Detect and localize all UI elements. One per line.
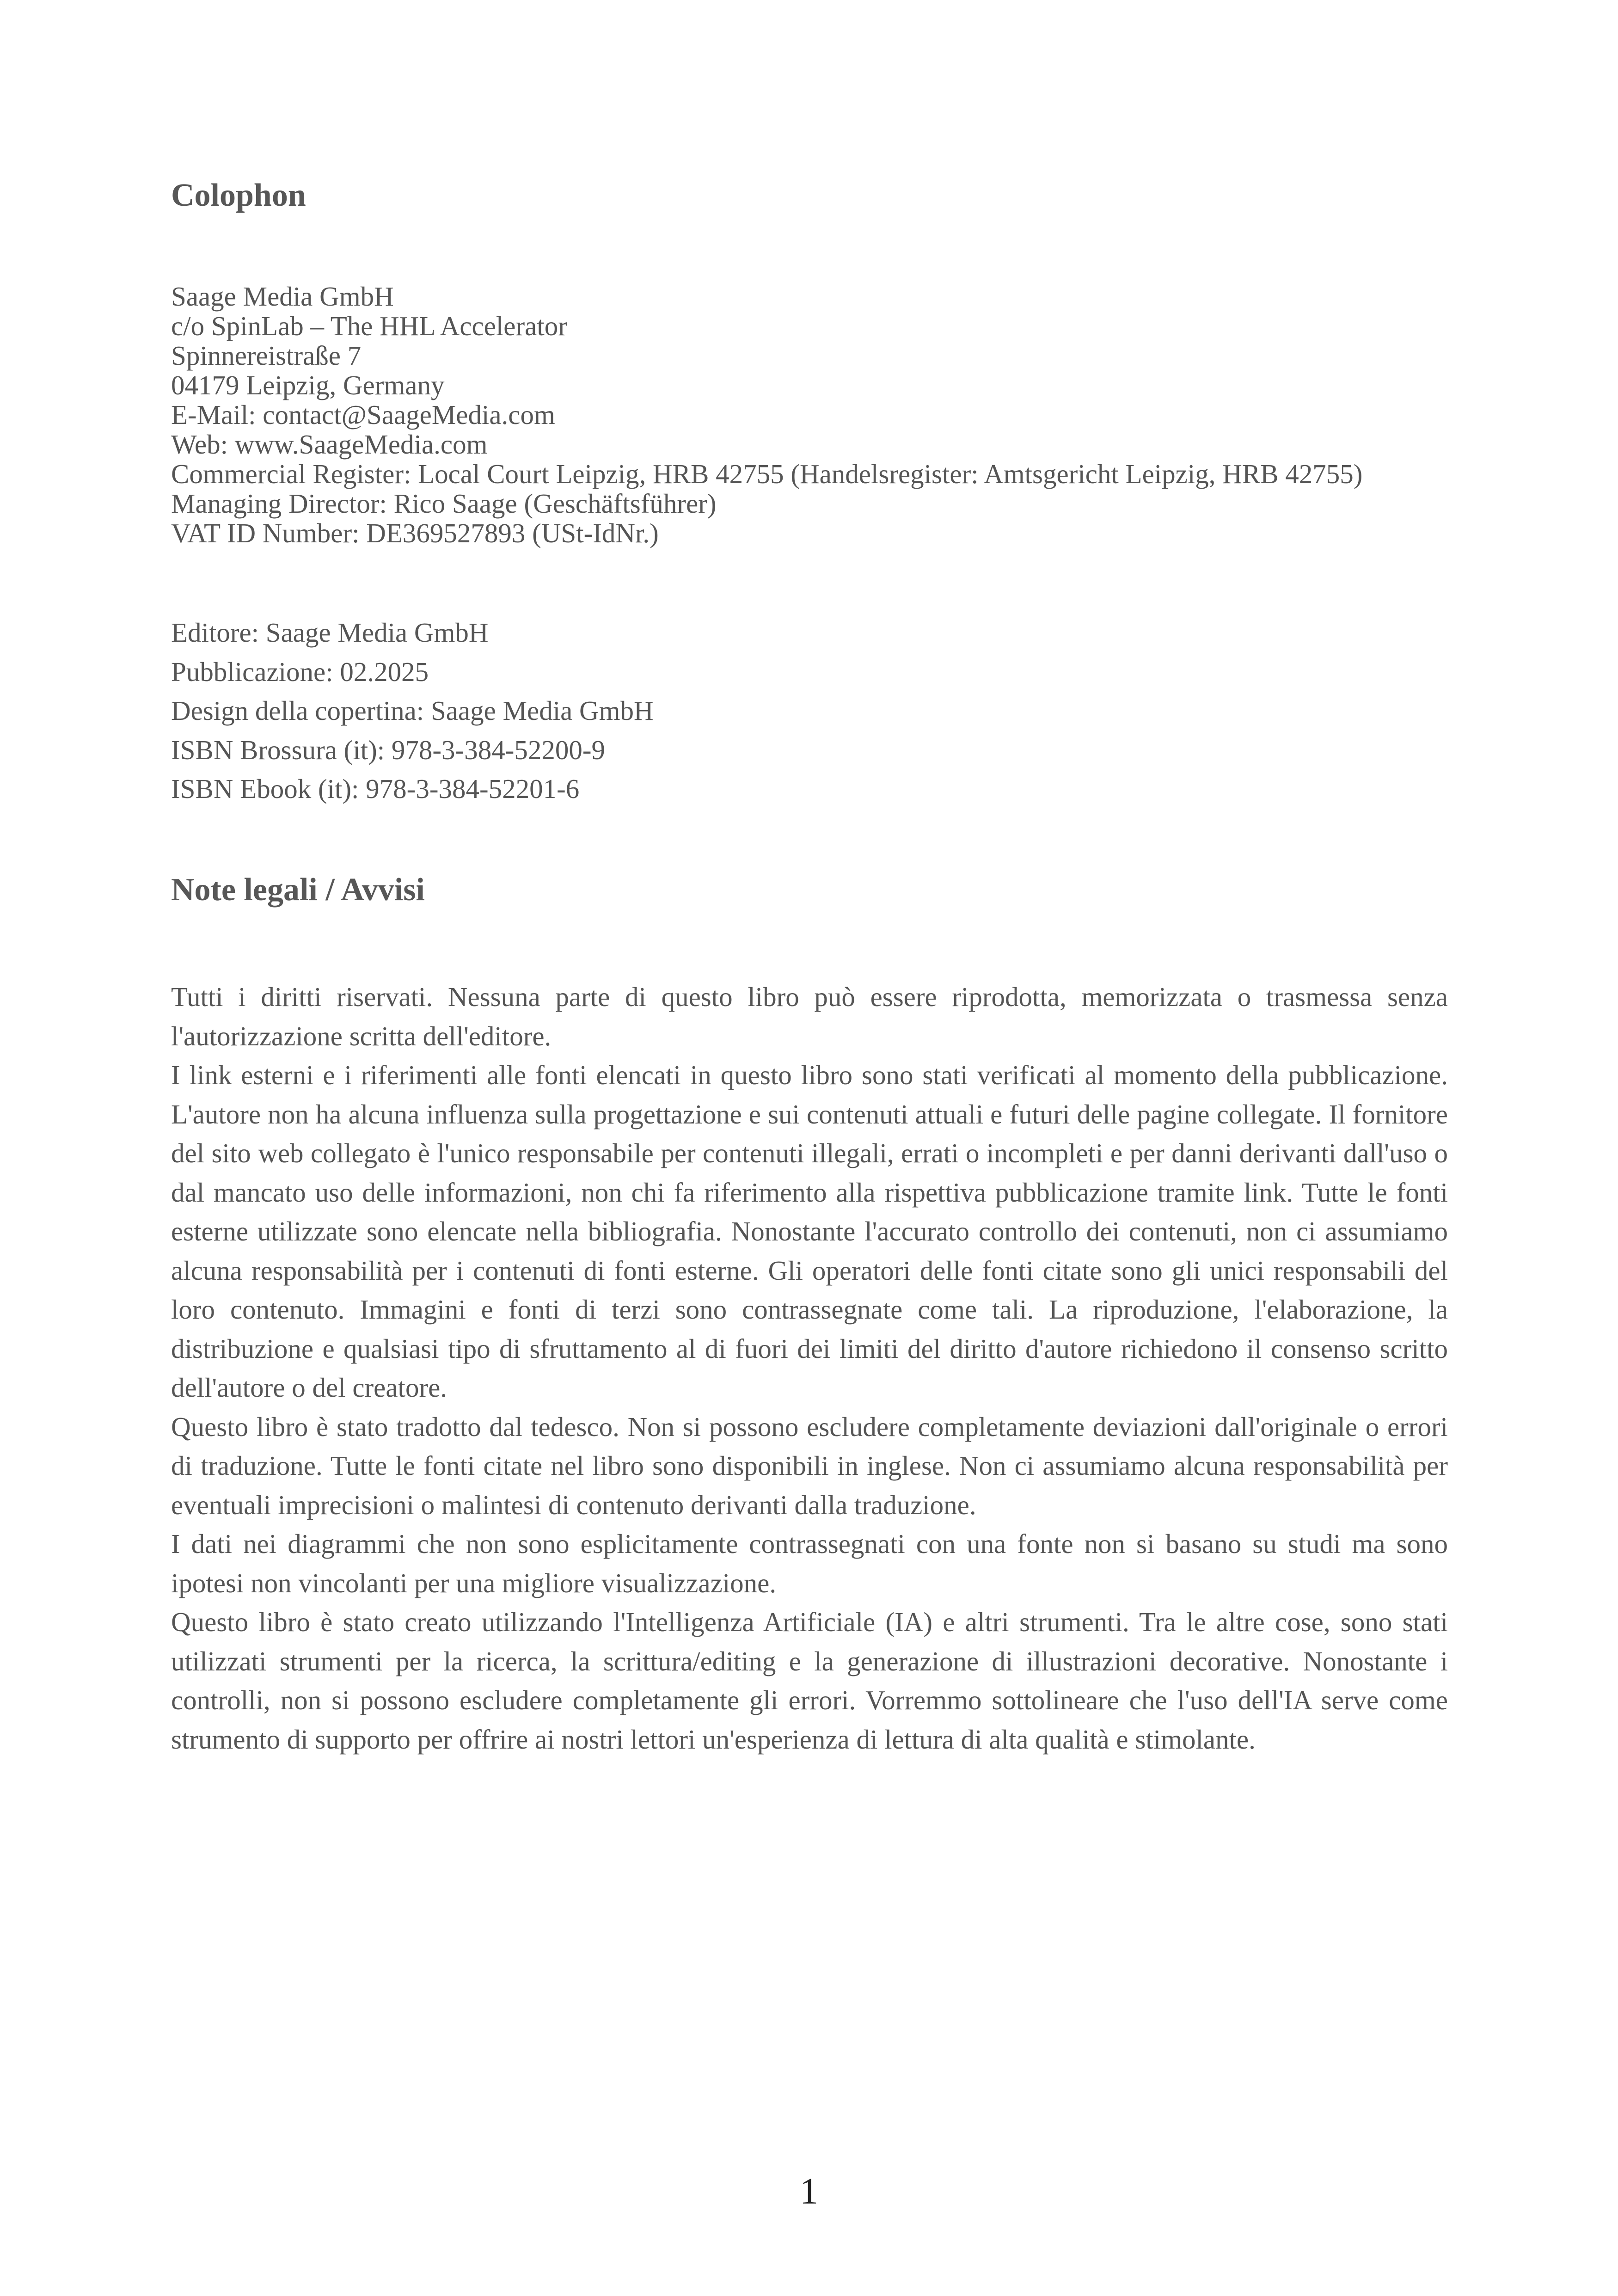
legal-paragraph: Questo libro è stato creato utilizzando l'Intelligenza Artificiale (IA) e altri strumenti. Tra le altre cose, sono stati utilizzati strumenti per la ricerca, la scrittura/editing e la generazione di illustrazioni decorative. Nonostante i controlli, non si possono escludere completamente gli errori. Vorremmo sottolineare che l'uso dell'IA serve come strumento di supporto per offrire ai nostri lettori un'esperienza di lettura di alta qualità e stimolante. [171, 1607, 1448, 1755]
address-line: c/o SpinLab – The HHL Accelerator [171, 311, 567, 341]
legal-notice-heading: Note legali / Avvisi [171, 872, 425, 908]
address-line: Spinnereistraße 7 [171, 340, 362, 371]
email-line: E-Mail: contact@SaageMedia.com [171, 399, 555, 430]
colophon-heading: Colophon [171, 178, 306, 213]
commercial-register-line: Commercial Register: Local Court Leipzig, HRB 42755 (Handelsregister: Amtsgericht Leipzig, HRB 42755) [171, 459, 1363, 489]
address-line: 04179 Leipzig, Germany [171, 370, 445, 400]
vat-id-line: VAT ID Number: DE369527893 (USt-IdNr.) [171, 518, 659, 548]
legal-notice-body [171, 977, 1448, 1759]
web-line: Web: www.SaageMedia.com [171, 429, 488, 460]
managing-director-line: Managing Director: Rico Saage (Geschäftsführer) [171, 488, 717, 519]
cover-design-line: Design della copertina: Saage Media GmbH [171, 695, 654, 726]
isbn-ebook-line: ISBN Ebook (it): 978-3-384-52201-6 [171, 774, 580, 804]
legal-paragraph: I link esterni e i riferimenti alle fonti elencati in questo libro sono stati verificati al momento della pubblicazione. L'autore non ha alcuna influenza sulla progettazione e sui contenuti attuali e futuri delle pagine collegate. Il fornitore del sito web collegato è l'unico responsabile per contenuti illegali, errati o incompleti e per danni derivanti dall'uso o dal mancato uso delle informazioni, non chi fa riferimento alla rispettiva pubblicazione tramite link. Tutte le fonti esterne utilizzate sono elencate nella bibliografia. Nonostante l'accurato controllo dei contenuti, non ci assumiamo alcuna responsabilità per i contenuti di fonti esterne. Gli operatori delle fonti citate sono gli unici responsabili del loro contenuto. Immagini e fonti di terzi sono contrassegnate come tali. La riproduzione, l'elaborazione, la distribuzione e qualsiasi tipo di sfruttamento al di fuori dei limiti del diritto d'autore richiedono il consenso scritto dell'autore o del creatore. [171, 1060, 1448, 1403]
isbn-paperback-line: ISBN Brossura (it): 978-3-384-52200-9 [171, 734, 605, 765]
publication-info-block [171, 613, 1456, 809]
legal-paragraph: Tutti i diritti riservati. Nessuna parte di questo libro può essere riprodotta, memorizzata o trasmessa senza l'autorizzazione scritta dell'editore. [171, 982, 1448, 1051]
legal-paragraph: Questo libro è stato tradotto dal tedesco. Non si possono escludere completamente deviazioni dall'originale o errori di traduzione. Tutte le fonti citate nel libro sono disponibili in inglese. Non ci assumiamo alcuna responsabilità per eventuali imprecisioni o malintesi di contenuto derivanti dalla traduzione. [171, 1411, 1448, 1520]
publication-date-line: Pubblicazione: 02.2025 [171, 656, 429, 687]
publisher-line: Editore: Saage Media GmbH [171, 617, 489, 648]
publisher-address-block [171, 282, 1456, 548]
legal-paragraph: I dati nei diagrammi che non sono esplicitamente contrassegnati con una fonte non si basano su studi ma sono ipotesi non vincolanti per una migliore visualizzazione. [171, 1529, 1448, 1598]
address-line: Saage Media GmbH [171, 281, 394, 312]
page-number: 1 [800, 2171, 818, 2212]
